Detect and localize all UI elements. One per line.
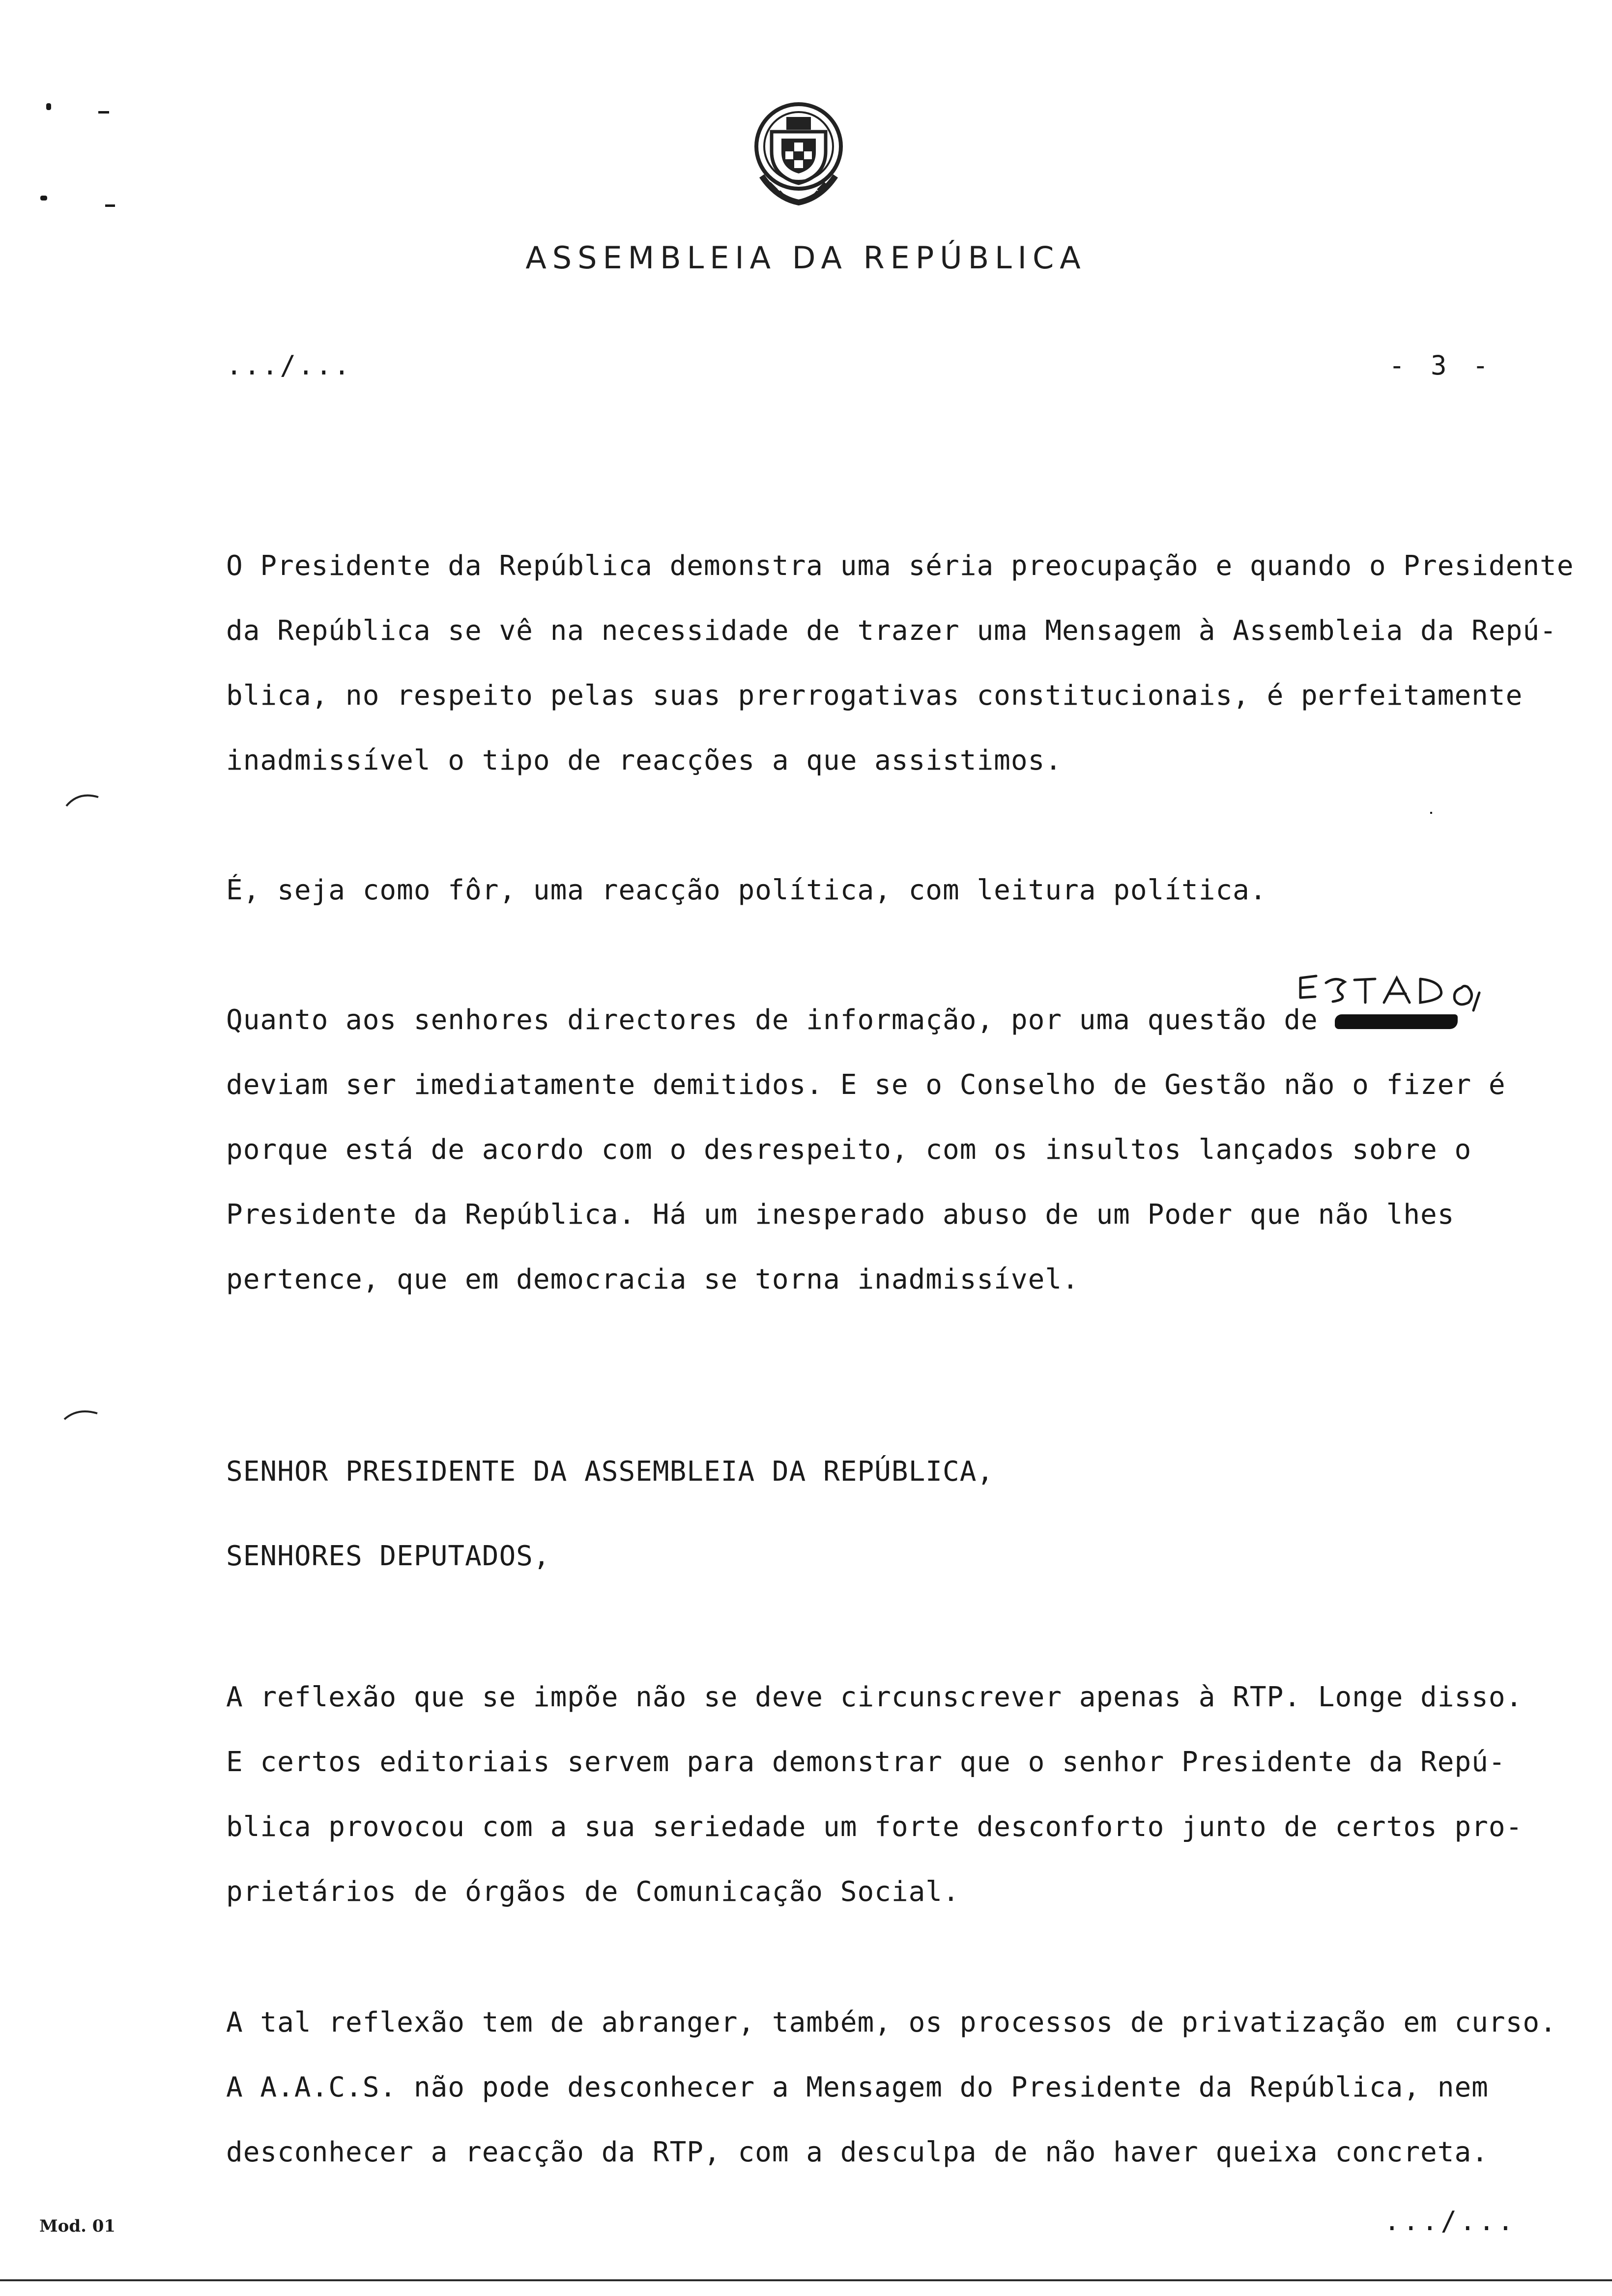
margin-dot	[46, 103, 51, 110]
punch-hole-mark	[64, 786, 103, 811]
text-line: blica, no respeito pelas suas prerrogativas constitucionais, é perfeitamente	[226, 680, 1523, 712]
margin-dot	[40, 196, 47, 201]
salutation-president: SENHOR PRESIDENTE DA ASSEMBLEIA DA REPÚBLICA,	[226, 1456, 994, 1488]
paragraph-3	[226, 988, 1524, 1312]
text-line: A A.A.C.S. não pode desconhecer a Mensagem do Presidente da República, nem	[226, 2071, 1489, 2103]
handwritten-correction	[1296, 963, 1523, 1032]
text-line: A tal reflexão tem de abranger, também, os processos de privatização em curso.	[226, 2007, 1557, 2038]
text-line: da República se vê na necessidade de trazer uma Mensagem à Assembleia da Repú-	[226, 615, 1557, 647]
text-line: prietários de órgãos de Comunicação Social.	[226, 1876, 960, 1908]
text-line: blica provocou com a sua seriedade um forte desconforto junto de certos pro-	[226, 1811, 1523, 1843]
paragraph-4	[226, 1665, 1524, 1924]
coat-of-arms-icon	[742, 97, 855, 210]
form-code: Mod. 01	[39, 2216, 116, 2236]
text-line: É, seja como fôr, uma reacção política, com leitura política.	[226, 874, 1267, 906]
text-line: pertence, que em democracia se torna inadmissível.	[226, 1263, 1079, 1295]
text-line: E certos editoriais servem para demonstrar que o senhor Presidente da Repú-	[226, 1746, 1506, 1778]
margin-dash	[98, 111, 109, 114]
text-line: A reflexão que se impõe não se deve circunscrever apenas à RTP. Longe disso.	[226, 1681, 1523, 1713]
continuation-marker-bottom: .../...	[1384, 2206, 1517, 2237]
paragraph-1	[226, 534, 1574, 793]
text-line: desconhecer a reacção da RTP, com a desculpa de não haver queixa concreta.	[226, 2136, 1489, 2168]
paragraph-2	[226, 858, 1524, 923]
continuation-marker-top: .../...	[226, 350, 352, 381]
institution-header: ASSEMBLEIA DA REPÚBLICA	[525, 240, 1087, 276]
salutation-deputies: SENHORES DEPUTADOS,	[226, 1540, 550, 1572]
text-line: O Presidente da República demonstra uma séria preocupação e quando o Presidente	[226, 550, 1574, 582]
margin-dash	[105, 204, 115, 207]
text-line: Presidente da República. Há um inesperado abuso de um Poder que não lhes	[226, 1199, 1455, 1231]
page-number: - 3 -	[1389, 350, 1494, 381]
handwriting-strokes	[1296, 963, 1523, 1032]
punch-hole-mark	[62, 1402, 101, 1426]
text-line: deviam ser imediatamente demitidos. E se o Conselho de Gestão não o fizer é	[226, 1069, 1506, 1101]
speck	[1430, 812, 1432, 814]
text-segment: Quanto aos senhores directores de informação, por uma questão de	[226, 1004, 1318, 1036]
text-line: inadmissível o tipo de reacções a que assistimos.	[226, 745, 1063, 776]
paragraph-5	[226, 1990, 1557, 2185]
page-bottom-rule	[0, 2279, 1612, 2281]
text-line: porque está de acordo com o desrespeito, com os insultos lançados sobre o	[226, 1134, 1472, 1166]
